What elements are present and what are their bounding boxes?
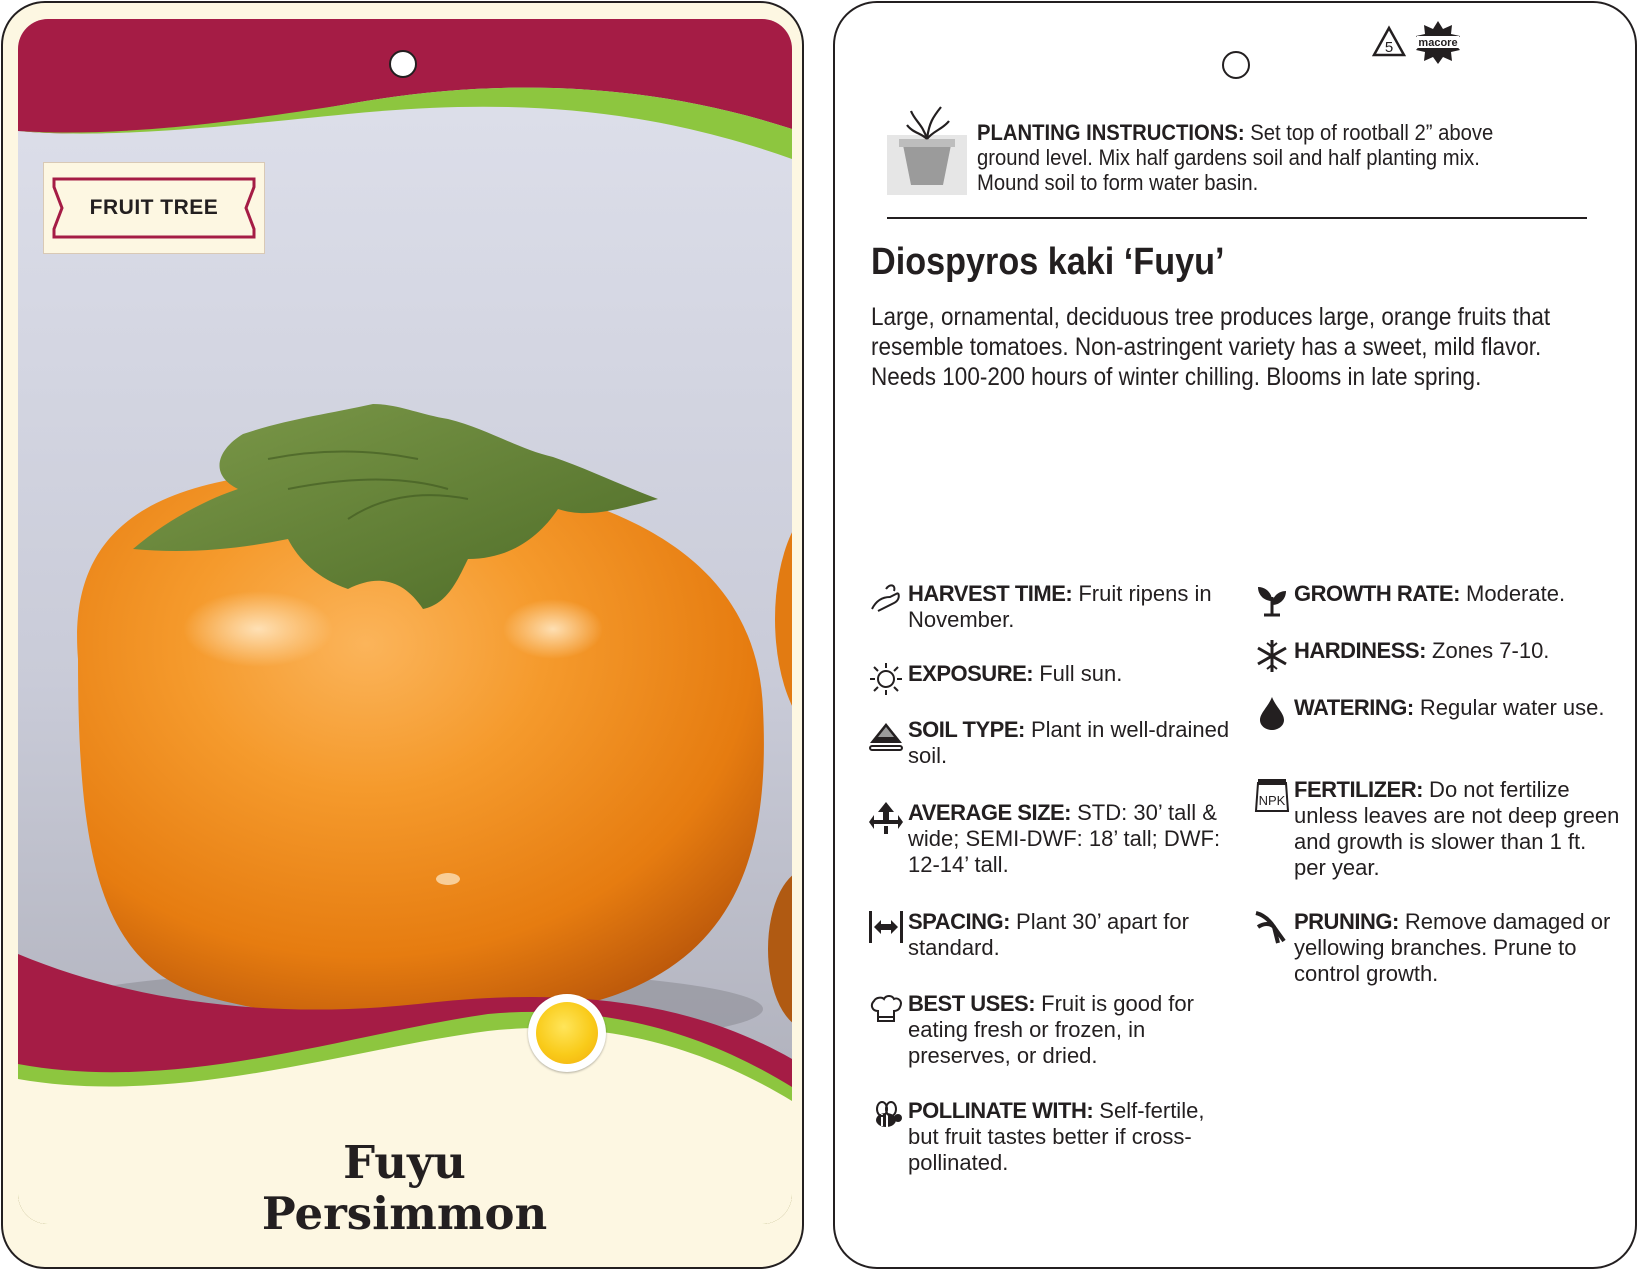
height-width-arrows-icon bbox=[868, 800, 904, 836]
macore-logo-text: macore bbox=[1418, 37, 1458, 49]
pruning-shears-icon bbox=[1254, 909, 1290, 945]
water-drop-icon bbox=[1254, 695, 1290, 731]
fruit-tree-label: FRUIT TREE bbox=[89, 196, 219, 219]
spacing-arrows-icon bbox=[868, 909, 904, 945]
bee-icon bbox=[868, 1098, 904, 1134]
recycle-code: 5 bbox=[1384, 39, 1394, 56]
botanical-name: Diospyros kaki ‘Fuyu’ bbox=[871, 241, 1225, 283]
macore-logo-icon bbox=[1413, 19, 1463, 65]
plant-common-name-line2: Persimmon bbox=[261, 1187, 548, 1240]
soil-pile-icon bbox=[868, 717, 904, 753]
planting-label: PLANTING INSTRUCTIONS: bbox=[977, 120, 1245, 145]
full-sun-icon bbox=[528, 994, 606, 1072]
npk-fertilizer-icon bbox=[1254, 777, 1290, 813]
chef-hat-icon bbox=[868, 991, 904, 1027]
recycle-icon bbox=[1370, 25, 1408, 61]
fruit-tree-badge bbox=[48, 167, 260, 249]
plant-description: Large, ornamental, deciduous tree produces large, orange fruits that resemble tomatoes. Non-astringent variety has a sweet, mild flavor. Needs 100-200 hours of winter chilling. Blooms in late spring. bbox=[871, 303, 1551, 391]
divider bbox=[887, 217, 1587, 219]
hang-hole bbox=[389, 50, 417, 78]
planting-pot-icon bbox=[885, 105, 970, 197]
svg-text:NPK: NPK bbox=[1258, 793, 1286, 808]
harvest-hand-icon bbox=[868, 581, 904, 617]
sun-icon bbox=[868, 661, 904, 697]
plant-common-name-line1: Fuyu bbox=[343, 1136, 466, 1189]
plant-tag-front bbox=[1, 1, 804, 1269]
snowflake-icon bbox=[1254, 638, 1290, 674]
planting-text: Set top of rootball 2” above ground level. Mix half gardens soil and half planting mix. Mound soil to form water basin. bbox=[977, 120, 1494, 195]
planting-instructions bbox=[977, 120, 1529, 195]
front-artwork-area bbox=[18, 19, 792, 1224]
hang-hole bbox=[1222, 51, 1250, 79]
sprout-icon bbox=[1254, 581, 1290, 617]
plant-tag-back: 5 macore PLANTING INSTRUCTIONS: Set top of rootball 2” above ground level. Mix half gardens soil and half planting mix. Mound soil to form water basin. Diospyros kaki ‘Fuyu’ Large, ornamental, deciduous tree produces large, orange fruits that resemble tomatoes. Non-astringent variety has a sweet, mild flavor. Needs 100-200 hours of winter chilling. Blooms in late spring. HARVEST TIME: Fruit ripens in November. EXPOSURE: Full sun. SOIL TYPE: Plant in well-drained soil. AVERAGE SIZE: STD: 30’ tall & wide; SEMI-DWF: 18’ tall; DWF: 12-14’ tall. SPACING: Plant 30’ apart for standard. BEST USES: Fruit is good for eating fresh or frozen, in preserves, or dried. POLLINATE WITH: Self-fertile, but fruit tastes better if cross-pollinated. GROWTH RATE: Moderate. HARDINESS: Zones 7-10. WATERING: Regular water use. NPK FERTILIZER: Do not fertilize unless leaves are not deep green and growth is slower than 1 ft. per year. PRUNING: Remove damaged or yellowing branches. Prune to control growth. bbox=[833, 1, 1637, 1269]
